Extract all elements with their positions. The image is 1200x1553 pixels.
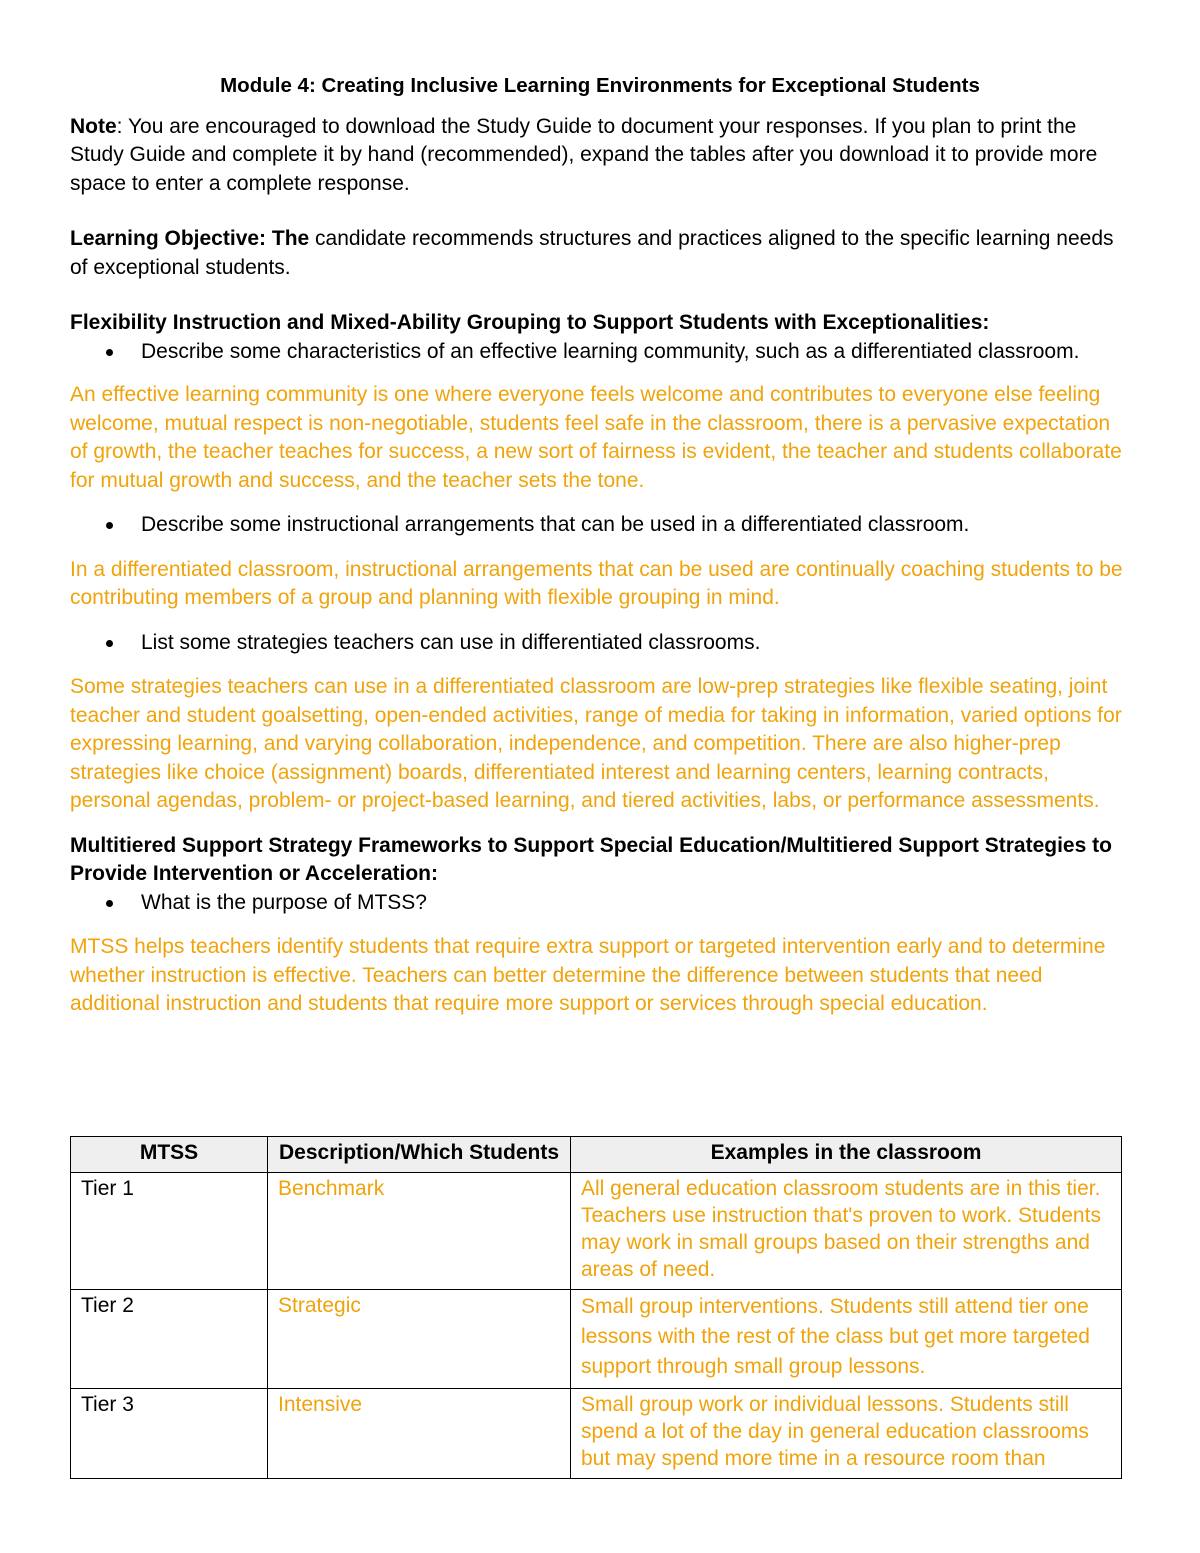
- question-list: [70, 338, 1130, 367]
- question-item: List some strategies teachers can use in differentiated classrooms.: [70, 629, 1130, 658]
- document-title: Module 4: Creating Inclusive Learning Environments for Exceptional Students: [220, 74, 980, 97]
- document-body: [70, 72, 1130, 1019]
- section-heading-mtss: Multitiered Support Strategy Frameworks to Support Special Education/Multitiered Support Strategies to Provide Intervention or Acceleration:: [70, 833, 1112, 885]
- tier-cell: Tier 2: [71, 1290, 268, 1389]
- column-header-description: Description/Which Students: [268, 1137, 571, 1173]
- answer-paragraph: An effective learning community is one where everyone feels welcome and contributes to everyone else feeling welcome, mutual respect is non-negotiable, students feel safe in the classroom, there is a pervasive expectation of growth, the teacher teaches for success, a new sort of fairness is evident, the teacher and students collaborate for mutual growth and success, and the teacher sets the tone.: [70, 383, 1122, 492]
- objective-text: candidate recommends structures and practices aligned to the specific learning needs of exceptional students.: [70, 227, 1114, 279]
- question-item: Describe some instructional arrangements that can be used in a differentiated classroom.: [70, 511, 1130, 540]
- question-list: [70, 511, 1130, 540]
- examples-cell: All general education classroom students are in this tier. Teachers use instruction that's proven to work. Students may work in small groups based on their strengths and areas of need.: [571, 1173, 1122, 1290]
- answer-paragraph: MTSS helps teachers identify students that require extra support or targeted intervention early and to determine whether instruction is effective. Teachers can better determine the difference between students that need additional instruction and students that require more support or services through special education.: [70, 935, 1106, 1015]
- tier-cell: Tier 3: [71, 1389, 268, 1479]
- table-row: [71, 1173, 1122, 1290]
- answer-paragraph: In a differentiated classroom, instructional arrangements that can be used are continually coaching students to be contributing members of a group and planning with flexible grouping in mind.: [70, 557, 1123, 609]
- table-row: [71, 1389, 1122, 1479]
- examples-cell: Small group work or individual lessons. Students still spend a lot of the day in general education classrooms but may spend more time in a resource room than: [571, 1389, 1122, 1479]
- objective-label: Learning Objective: The: [70, 227, 310, 250]
- question-list: [70, 629, 1130, 658]
- mtss-table: [70, 1136, 1122, 1479]
- answer-paragraph: Some strategies teachers can use in a differentiated classroom are low-prep strategies like flexible seating, joint teacher and student goalsetting, open-ended activities, range of media for taking in information, varied options for expressing learning, and varying collaboration, independence, and competition. There are also higher-prep strategies like choice (assignment) boards, differentiated interest and learning centers, learning contracts, personal agendas, problem- or project-based learning, and tiered activities, labs, or performance assessments.: [70, 675, 1122, 812]
- table-header-row: [71, 1137, 1122, 1173]
- examples-cell: Small group interventions. Students still attend tier one lessons with the rest of the class but get more targeted support through small group lessons.: [571, 1290, 1122, 1389]
- question-item: What is the purpose of MTSS?: [70, 889, 1130, 918]
- objective-paragraph: [70, 225, 1130, 282]
- note-paragraph: [70, 113, 1130, 199]
- description-cell: Intensive: [268, 1389, 571, 1479]
- description-cell: Benchmark: [268, 1173, 571, 1290]
- question-list: [70, 889, 1130, 918]
- section-heading-flexibility: Flexibility Instruction and Mixed-Ability Grouping to Support Students with Exceptionalities:: [70, 311, 990, 334]
- column-header-mtss: MTSS: [71, 1137, 268, 1173]
- note-text: : You are encouraged to download the Study Guide to document your responses. If you plan to print the Study Guide and complete it by hand (recommended), expand the tables after you download it to provide more space to enter a complete response.: [70, 114, 1098, 195]
- description-cell: Strategic: [268, 1290, 571, 1389]
- column-header-examples: Examples in the classroom: [571, 1137, 1122, 1173]
- tier-cell: Tier 1: [71, 1173, 268, 1290]
- note-label: Note: [70, 114, 117, 138]
- table-row: [71, 1290, 1122, 1389]
- question-item: Describe some characteristics of an effective learning community, such as a differentiated classroom.: [70, 338, 1130, 367]
